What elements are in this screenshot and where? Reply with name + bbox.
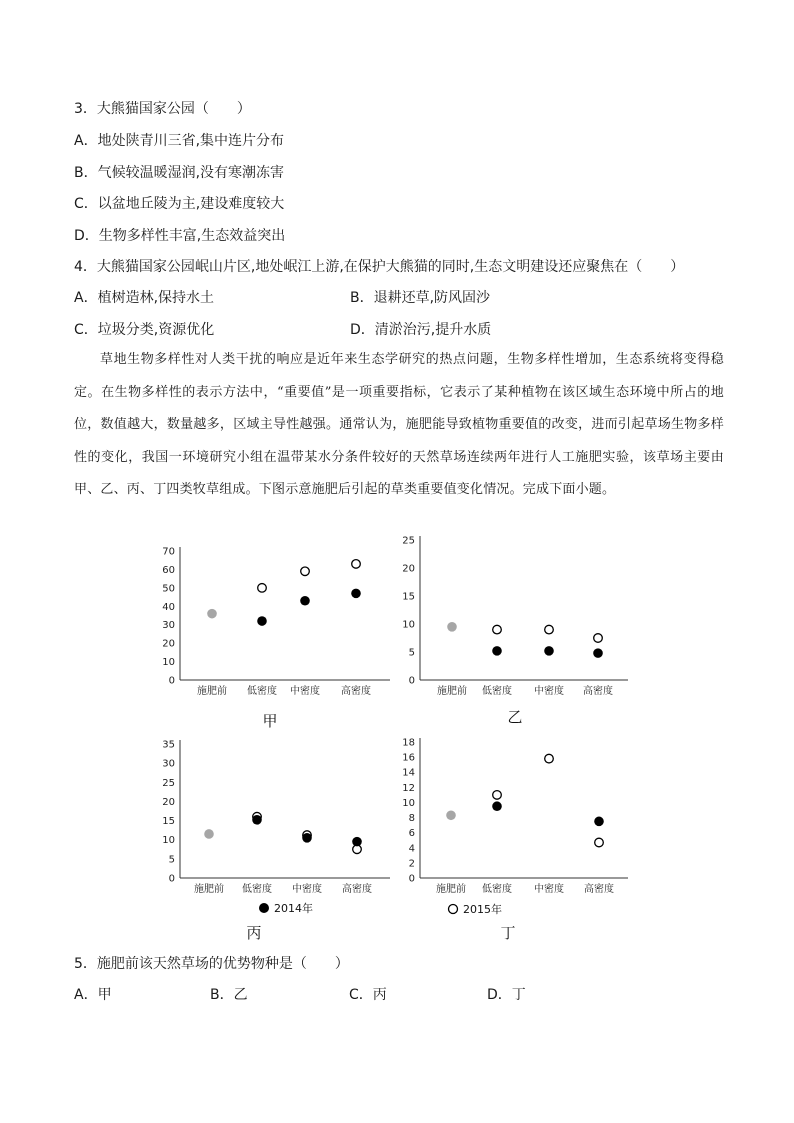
point-2014 — [492, 801, 502, 811]
q4-option-a: A．植树造林,保持水土 — [74, 290, 215, 306]
point-2015 — [493, 625, 502, 634]
q4-option-c: C．垃圾分类,资源优化 — [74, 322, 215, 338]
point-2014 — [352, 837, 362, 847]
y-tick-label: 6 — [408, 828, 415, 840]
q5-stem: 5．施肥前该天然草场的优势物种是（ ） — [74, 956, 349, 972]
y-tick-label: 30 — [162, 758, 175, 770]
chart-title-bing: 丙 — [246, 924, 262, 942]
y-tick-label: 15 — [162, 816, 175, 828]
point-2014 — [544, 646, 554, 656]
figure-charts — [0, 530, 794, 950]
y-tick-label: 8 — [408, 813, 415, 825]
point-2015 — [258, 584, 267, 593]
x-tick-label: 中密度 — [292, 884, 322, 895]
chart-jia — [162, 547, 390, 731]
legend-2014-marker — [259, 903, 269, 913]
y-tick-label: 20 — [162, 796, 175, 808]
point-2014 — [302, 833, 312, 843]
x-tick-label: 施肥前 — [436, 884, 466, 895]
point-2015 — [301, 567, 310, 576]
x-tick-label: 施肥前 — [197, 686, 227, 697]
point-2014 — [252, 815, 262, 825]
chart-title-ding: 丁 — [500, 924, 516, 942]
q3-option-a: A．地处陕青川三省,集中连片分布 — [74, 133, 285, 149]
y-tick-label: 30 — [162, 620, 175, 632]
q3-option-c: C．以盆地丘陵为主,建设难度较大 — [74, 196, 285, 212]
x-tick-label: 中密度 — [290, 686, 320, 697]
y-tick-label: 20 — [402, 563, 415, 575]
y-tick-label: 50 — [162, 583, 175, 595]
y-tick-label: 14 — [402, 767, 415, 779]
point-2015 — [595, 838, 604, 847]
y-tick-label: 0 — [168, 675, 175, 687]
point-2015 — [493, 791, 502, 800]
y-tick-label: 25 — [162, 777, 175, 789]
x-tick-label: 高密度 — [342, 884, 372, 895]
point-2014 — [593, 648, 603, 658]
x-tick-label: 施肥前 — [437, 686, 467, 697]
y-tick-label: 18 — [402, 737, 415, 749]
point-2015 — [352, 560, 361, 569]
y-tick-label: 0 — [168, 873, 175, 885]
legend-2015-label: 2015年 — [463, 903, 502, 916]
y-tick-label: 15 — [402, 591, 415, 603]
point-2015 — [545, 754, 554, 763]
y-tick-label: 4 — [408, 843, 415, 855]
y-tick-label: 10 — [162, 835, 175, 847]
point-2014 — [257, 616, 267, 626]
y-tick-label: 5 — [168, 854, 175, 866]
y-tick-label: 70 — [162, 546, 175, 558]
chart-title-jia: 甲 — [262, 712, 278, 730]
x-tick-label: 低密度 — [482, 686, 512, 697]
x-tick-label: 高密度 — [584, 884, 614, 895]
y-tick-label: 25 — [402, 535, 415, 547]
y-tick-label: 5 — [408, 647, 415, 659]
y-tick-label: 0 — [408, 873, 415, 885]
legend-2015-marker — [449, 905, 458, 914]
x-tick-label: 低密度 — [482, 884, 512, 895]
point-before-fertilization — [447, 622, 457, 632]
q5-option-d: D．丁 — [487, 987, 526, 1003]
x-tick-label: 施肥前 — [194, 884, 224, 895]
y-tick-label: 16 — [402, 752, 415, 764]
point-before-fertilization — [204, 829, 214, 839]
legend-2014-label: 2014年 — [274, 902, 313, 915]
q4-stem: 4．大熊猫国家公园岷山片区,地处岷江上游,在保护大熊猫的同时,生态文明建设还应聚焦在（ ） — [74, 259, 685, 275]
y-tick-label: 20 — [162, 638, 175, 650]
x-tick-label: 高密度 — [583, 686, 613, 697]
q4-option-d: D．清淤治污,提升水质 — [350, 322, 492, 338]
x-tick-label: 中密度 — [534, 884, 564, 895]
q5-option-b: B．乙 — [210, 987, 248, 1003]
y-tick-label: 10 — [162, 657, 175, 669]
q3-stem: 3．大熊猫国家公园（ ） — [74, 101, 251, 117]
y-tick-label: 35 — [162, 739, 175, 751]
point-before-fertilization — [207, 609, 217, 619]
q4-option-b: B．退耕还草,防风固沙 — [350, 290, 491, 306]
chart-ding — [402, 738, 628, 943]
x-tick-label: 高密度 — [341, 686, 371, 697]
point-2015 — [594, 634, 603, 643]
y-tick-label: 10 — [402, 619, 415, 631]
y-tick-label: 0 — [408, 675, 415, 687]
reading-passage: 草地生物多样性对人类干扰的响应是近年来生态学研究的热点问题，生物多样性增加，生态系统将变得稳定。在生物多样性的表示方法中，“重要值”是一项重要指标，它表示了某种植物在该区域生态环境中所占的地位，数值越大，数量越多，区域主导性越强。通常认为，施肥能导致植物重要值的改变，进而引起草场生物多样性的变化，我国一环境研究小组在温带某水分条件较好的天然草场连续两年进行人工施肥实验，该草场主要由甲、乙、丙、丁四类牧草组成。下图示意施肥后引起的草类重要值变化情况。完成下面小题。 — [74, 352, 724, 497]
y-tick-label: 2 — [408, 858, 415, 870]
x-tick-label: 低密度 — [247, 686, 277, 697]
x-tick-label: 低密度 — [242, 884, 272, 895]
y-tick-label: 60 — [162, 564, 175, 576]
chart-yi — [402, 536, 628, 727]
y-tick-label: 10 — [402, 797, 415, 809]
y-tick-label: 12 — [402, 782, 415, 794]
point-2014 — [300, 596, 310, 606]
q3-option-b: B．气候较温暖湿润,没有寒潮冻害 — [74, 165, 285, 181]
point-before-fertilization — [446, 810, 456, 820]
q3-option-d: D．生物多样性丰富,生态效益突出 — [74, 228, 286, 244]
point-2015 — [545, 625, 554, 634]
x-tick-label: 中密度 — [534, 686, 564, 697]
y-tick-label: 40 — [162, 601, 175, 613]
point-2014 — [594, 817, 604, 827]
chart-title-yi: 乙 — [507, 708, 523, 726]
q5-option-a: A．甲 — [74, 987, 112, 1003]
point-2014 — [492, 646, 502, 656]
q5-option-c: C．丙 — [349, 987, 387, 1003]
point-2014 — [351, 589, 361, 599]
